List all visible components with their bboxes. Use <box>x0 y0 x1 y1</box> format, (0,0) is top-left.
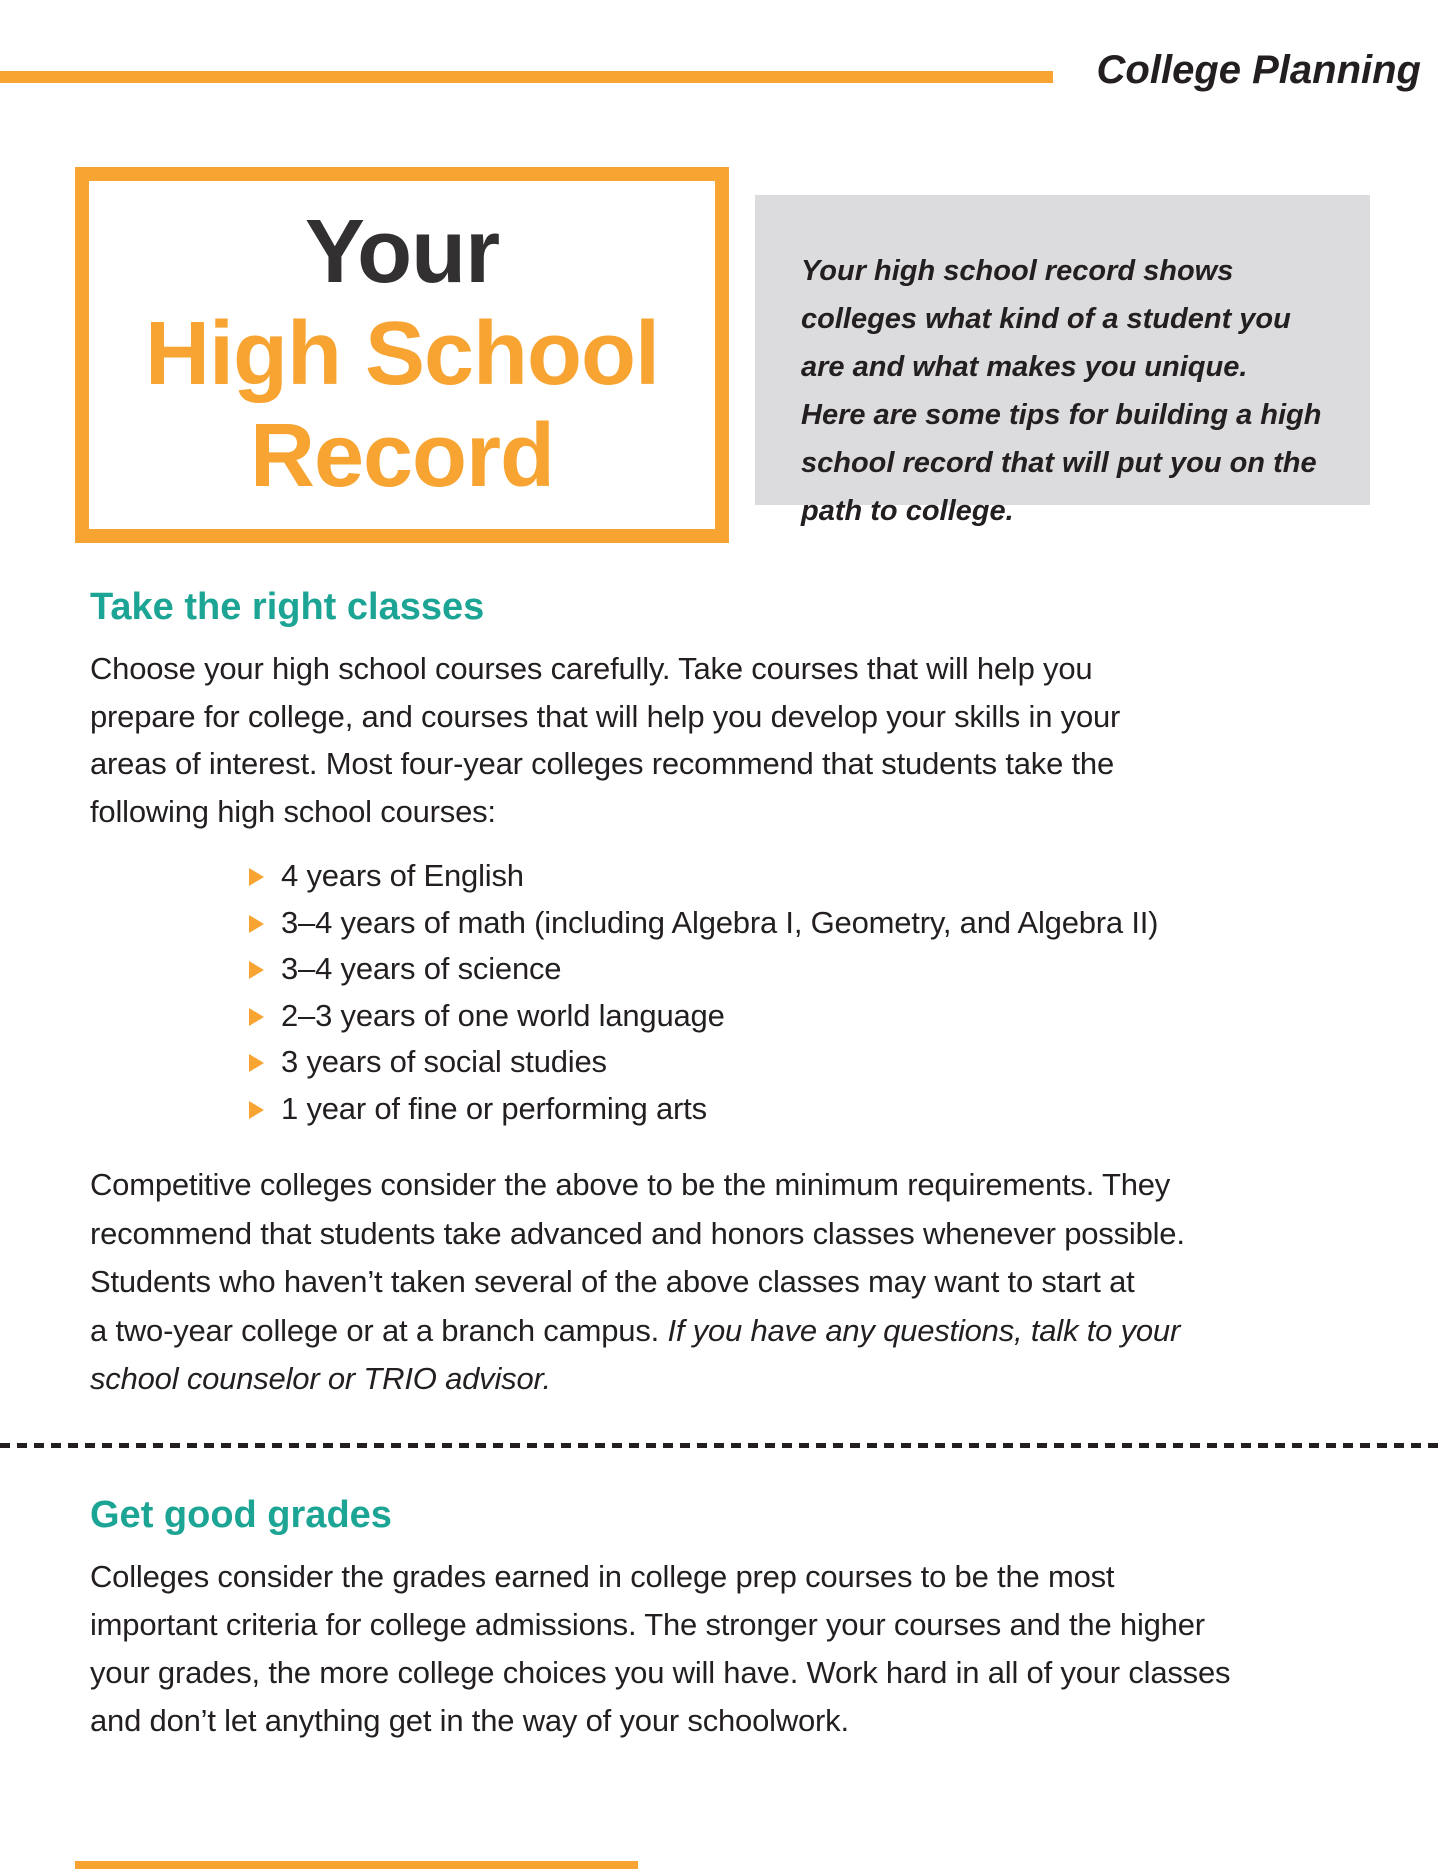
bullet-triangle-icon <box>249 1101 264 1119</box>
text-line: colleges what kind of a student you <box>801 303 1291 335</box>
text-line <box>90 1307 1410 1356</box>
course-bullet-list <box>249 853 1399 1132</box>
top-accent-bar <box>0 71 1053 83</box>
paragraph-competitive-colleges <box>90 1161 1410 1404</box>
bullet-item <box>249 900 1399 947</box>
bullet-item-label: 3–4 years of science <box>281 951 562 986</box>
text-line: recommend that students take advanced and honors classes whenever possible. <box>90 1215 1185 1251</box>
page-title-line-1: Your <box>304 202 500 303</box>
text-line: and don’t let anything get in the way of your schoolwork. <box>90 1703 849 1738</box>
text-line: are and what makes you unique. <box>801 351 1248 383</box>
title-box <box>75 167 729 543</box>
text-line: prepare for college, and courses that will help you develop your skills in your <box>90 698 1121 734</box>
bottom-accent-bar <box>75 1861 638 1869</box>
bullet-triangle-icon <box>249 1008 264 1026</box>
page-title-line-3: Record <box>249 405 555 506</box>
text-segment: a two-year college or at a branch campus. <box>90 1312 668 1348</box>
intro-callout <box>755 195 1370 527</box>
text-line <box>90 1355 1410 1404</box>
text-line: important criteria for college admissions. The stronger your courses and the higher <box>90 1607 1205 1642</box>
bullet-item-label: 3–4 years of math (including Algebra I, Geometry, and Algebra II) <box>281 904 1159 940</box>
bullet-item <box>249 946 1399 993</box>
bullet-triangle-icon <box>249 915 264 933</box>
text-line: your grades, the more college choices you will have. Work hard in all of your classes <box>90 1655 1231 1690</box>
bullet-triangle-icon <box>249 1054 264 1072</box>
text-segment-italic: If you have any questions, talk to your <box>667 1312 1181 1348</box>
bullet-item <box>249 1039 1399 1086</box>
bullet-item-label: 1 year of fine or performing arts <box>281 1090 707 1126</box>
bullet-triangle-icon <box>249 961 264 979</box>
text-line: Your high school record shows <box>801 255 1234 287</box>
page-category-label: College Planning <box>1096 48 1421 92</box>
text-line: Choose your high school courses carefully. Take courses that will help you <box>90 651 1093 686</box>
paragraph-grades <box>90 1553 1410 1745</box>
bullet-item <box>249 1086 1399 1133</box>
text-line: following high school courses: <box>90 793 496 829</box>
bullet-item <box>249 993 1399 1040</box>
page-title-line-2: High School <box>145 304 659 405</box>
section-heading-take-right-classes: Take the right classes <box>90 586 485 628</box>
text-line: Competitive colleges consider the above to be the minimum requirements. They <box>90 1167 1171 1202</box>
bullet-item-label: 4 years of English <box>281 858 524 893</box>
bullet-item <box>249 853 1399 900</box>
bullet-item-label: 2–3 years of one world language <box>281 997 725 1033</box>
bullet-triangle-icon <box>249 868 264 886</box>
text-line: Colleges consider the grades earned in college prep courses to be the most <box>90 1559 1115 1594</box>
text-line: Students who haven’t taken several of the above classes may want to start at <box>90 1264 1135 1299</box>
text-line: path to college. <box>801 495 1014 527</box>
text-segment-italic: school counselor or TRIO advisor. <box>90 1361 551 1396</box>
bullet-item-label: 3 years of social studies <box>281 1044 607 1079</box>
text-line: areas of interest. Most four-year colleges recommend that students take the <box>90 746 1115 781</box>
text-line: school record that will put you on the <box>801 447 1317 479</box>
paragraph-courses-intro <box>90 645 1410 835</box>
text-line: Here are some tips for building a high <box>801 399 1322 431</box>
section-heading-get-good-grades: Get good grades <box>90 1494 392 1536</box>
section-divider-dashed <box>0 1443 1445 1448</box>
